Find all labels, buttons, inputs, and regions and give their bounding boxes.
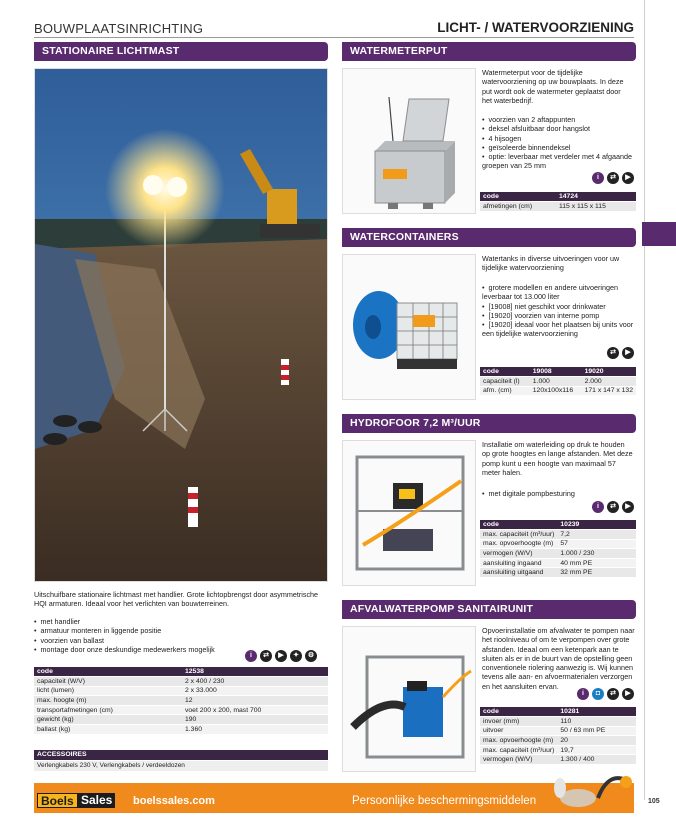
table-row — [480, 755, 636, 765]
list-item: • geïsoleerde binnendeksel — [482, 143, 636, 152]
watermeterput-icons — [592, 172, 634, 184]
table-cell: 120x100x116 — [530, 386, 582, 396]
transport-icon: ⇄ — [607, 172, 619, 184]
hydrofoor-description: Installatie om waterleiding op druk te houden op grote hoogtes en lange afstanden. Met deze pomp kunt u een hoogte van maximaal 57 meter halen. — [482, 440, 633, 477]
table-cell: licht (lumen) — [34, 686, 182, 696]
table-cell: vermogen (W/V) — [480, 755, 557, 765]
table-header-cell: 19020 — [582, 367, 636, 377]
table-cell: 171 x 147 x 132 — [582, 386, 636, 396]
list-item: • met digitale pompbesturing — [482, 489, 636, 498]
delivery-icon: ▶ — [622, 501, 634, 513]
watermeterput-title-bar: WATERMETERPUT — [342, 42, 636, 61]
table-row — [480, 558, 636, 568]
sales-logo: Sales — [78, 793, 115, 808]
table-cell: 1.000 — [530, 377, 582, 387]
table-cell: 40 mm PE — [557, 558, 636, 568]
list-item: • [19008] niet geschikt voor drinkwater — [482, 302, 636, 311]
hydrofoor-spec-table — [480, 520, 636, 578]
table-row — [34, 696, 328, 706]
list-item: • voorzien van ballast — [34, 636, 264, 645]
watercontainers-icons — [607, 347, 634, 359]
lichtmast-photo-illustration — [35, 69, 328, 582]
table-row — [480, 549, 636, 559]
table-cell: transportafmetingen (cm) — [34, 705, 182, 715]
table-row — [34, 686, 328, 696]
table-cell: uitvoer — [480, 726, 557, 736]
hydrofoor-illustration — [343, 441, 476, 586]
table-row — [480, 202, 636, 212]
table-cell: 50 / 63 mm PE — [557, 726, 636, 736]
delivery-icon: ▶ — [622, 172, 634, 184]
table-cell: aansluiting uitgaand — [480, 568, 557, 578]
table-cell: 57 — [557, 539, 636, 549]
table-cell: capaciteit (W/V) — [34, 677, 182, 687]
section-header-left: BOUWPLAATSINRICHTING — [34, 21, 204, 36]
list-item: • [19020] ideaal voor het plaatsen bij units voor een tijdelijke watervoorziening — [482, 320, 636, 339]
watermeterput-illustration — [343, 69, 476, 214]
table-cell: capaciteit (l) — [480, 377, 530, 387]
table-header-cell: code — [480, 192, 556, 202]
table-header-cell: code — [480, 707, 557, 717]
boels-logo: Boels — [37, 793, 78, 808]
protective-gear-icon — [548, 768, 632, 814]
afvalwaterpomp-icons — [577, 688, 634, 700]
table-cell: 19,7 — [557, 745, 636, 755]
table-cell: vermogen (W/V) — [480, 549, 557, 559]
table-cell: afm. (cm) — [480, 386, 530, 396]
section-header-right: LICHT- / WATERVOORZIENING — [437, 20, 634, 35]
watercontainers-illustration — [343, 255, 476, 400]
watercontainers-photo — [342, 254, 476, 400]
accessories-header: ACCESSOIRES — [34, 750, 328, 760]
transport-icon: ⇄ — [607, 501, 619, 513]
table-header-cell: 10239 — [557, 520, 636, 530]
footer-banner — [34, 783, 634, 813]
table-cell: 2 x 400 / 230 — [182, 677, 328, 687]
table-header-cell: code — [480, 367, 530, 377]
watercontainers-spec-table — [480, 367, 636, 396]
transport-icon: ⇄ — [607, 688, 619, 700]
watermeterput-bullets — [482, 115, 636, 171]
page-edge-rule — [644, 0, 645, 800]
table-header-cell: 12538 — [182, 667, 328, 677]
table-header-cell: 10281 — [557, 707, 636, 717]
table-cell: aansluiting ingaand — [480, 558, 557, 568]
delivery-icon: ▶ — [622, 688, 634, 700]
table-cell: 1.300 / 400 — [557, 755, 636, 765]
afvalwaterpomp-illustration — [343, 627, 476, 772]
table-cell: 7,2 — [557, 530, 636, 540]
hydrofoor-photo — [342, 440, 476, 586]
lichtmast-spec-table — [34, 667, 328, 735]
lichtmast-photo — [34, 68, 328, 582]
table-cell: 20 — [557, 736, 636, 746]
table-cell: 190 — [182, 715, 328, 725]
lichtmast-description: Uitschuifbare stationaire lichtmast met handlier. Grote lichtopbrengst door asymmetrische HQI armaturen. Ideaal voor het verlichten van bouwterreinen. — [34, 590, 319, 609]
info-icon: i — [577, 688, 589, 700]
table-cell: 2.000 — [582, 377, 636, 387]
transport-icon: ⇄ — [260, 650, 272, 662]
table-cell: voet 200 x 200, mast 700 — [182, 705, 328, 715]
table-cell: max. capaciteit (m³/uur) — [480, 530, 557, 540]
table-cell: ballast (kg) — [34, 725, 182, 735]
table-row — [34, 725, 328, 735]
list-item: • montage door onze deskundige medewerkers mogelijk — [34, 645, 264, 654]
lichtmast-title-bar: STATIONAIRE LICHTMAST — [34, 42, 328, 61]
table-header-cell: code — [480, 520, 557, 530]
footer-title: Persoonlijke beschermingsmiddelen — [352, 795, 537, 807]
table-cell: max. capaciteit (m³/uur) — [480, 745, 557, 755]
table-cell: 12 — [182, 696, 328, 706]
watermeterput-description: Watermeterput voor de tijdelijke watervoorziening op uw bouwplaats. In deze put wordt ook de watermeter geplaatst door het waterbedrijf. — [482, 68, 624, 105]
table-cell: 1.360 — [182, 725, 328, 735]
table-row — [34, 705, 328, 715]
table-row — [480, 717, 636, 727]
table-cell: afmetingen (cm) — [480, 202, 556, 212]
table-row — [480, 736, 636, 746]
info-icon: i — [592, 172, 604, 184]
table-row — [480, 745, 636, 755]
table-cell: 110 — [557, 717, 636, 727]
afvalwaterpomp-spec-table — [480, 707, 636, 765]
list-item: • [19020] voorzien van interne pomp — [482, 311, 636, 320]
accessories-text: Verlengkabels 230 V, Verlengkabels / verdeeldozen — [34, 761, 328, 771]
delivery-icon: ▶ — [275, 650, 287, 662]
table-header-cell: 19008 — [530, 367, 582, 377]
list-item: • optie: leverbaar met verdeler met 4 afgaande groepen van 25 mm — [482, 152, 636, 171]
table-row — [480, 386, 636, 396]
afvalwaterpomp-title-bar: AFVALWATERPOMP SANITAIRUNIT — [342, 600, 636, 619]
watermeterput-photo — [342, 68, 476, 214]
watercontainers-description: Watertanks in diverse uitvoeringen voor uw tijdelijke watervoorziening — [482, 254, 620, 273]
table-row — [34, 677, 328, 687]
delivery-icon: ▶ — [622, 347, 634, 359]
list-item: • deksel afsluitbaar door hangslot — [482, 124, 636, 133]
power-outlet-icon: ◘ — [592, 688, 604, 700]
list-item: • 4 hijsogen — [482, 134, 636, 143]
table-cell: 32 mm PE — [557, 568, 636, 578]
afvalwaterpomp-description: Opvoerinstallatie om afvalwater te pompen naar het riooIniveau of om te verpompen over grote afstanden. Ideaal om een ketenpark aan te sluiten als er in de buurt van de opstelling geen conventionele riolering aanwezig is. Wij kunnen tevens alle aan- en afvoermaterialen verzorgen en het aansluiten ervan. — [482, 626, 635, 691]
transport-icon: ⇄ — [607, 347, 619, 359]
list-item: • voorzien van 2 aftappunten — [482, 115, 636, 124]
table-cell: invoer (mm) — [480, 717, 557, 727]
chapter-tab — [642, 222, 676, 246]
lichtmast-bullets — [34, 617, 264, 654]
info-icon: i — [245, 650, 257, 662]
table-row — [480, 726, 636, 736]
watercontainers-title-bar: WATERCONTAINERS — [342, 228, 636, 247]
table-cell: max. hoogte (m) — [34, 696, 182, 706]
table-row — [480, 539, 636, 549]
table-cell: 115 x 115 x 115 — [556, 202, 636, 212]
table-header-cell: 14724 — [556, 192, 636, 202]
hydrofoor-icons — [592, 501, 634, 513]
table-row — [480, 530, 636, 540]
afvalwaterpomp-photo — [342, 626, 476, 772]
table-cell: 2 x 33.000 — [182, 686, 328, 696]
header-divider — [34, 37, 634, 38]
hydrofoor-title-bar: HYDROFOOR 7,2 M³/UUR — [342, 414, 636, 433]
table-cell: max. opvoerhoogte (m) — [480, 539, 557, 549]
list-item: • armatuur monteren in liggende positie — [34, 626, 264, 635]
hydrofoor-bullets — [482, 489, 636, 498]
table-cell: 1.000 / 230 — [557, 549, 636, 559]
mounting-icon: ⚙ — [305, 650, 317, 662]
page-number: 105 — [648, 798, 660, 805]
table-row — [34, 715, 328, 725]
table-header-cell: code — [34, 667, 182, 677]
info-icon: i — [592, 501, 604, 513]
table-row — [480, 568, 636, 578]
traffic-barrier — [188, 487, 198, 527]
service-icon: ✦ — [290, 650, 302, 662]
watermeterput-spec-table — [480, 192, 636, 212]
table-cell: max. opvoerhoogte (m) — [480, 736, 557, 746]
footer-url-link[interactable]: boelssales.com — [133, 795, 215, 807]
table-row — [480, 377, 636, 387]
list-item: • grotere modellen en andere uitvoeringen leverbaar tot 13.000 liter — [482, 283, 636, 302]
table-cell: gewicht (kg) — [34, 715, 182, 725]
watercontainers-bullets — [482, 283, 636, 339]
lichtmast-icons — [245, 650, 317, 662]
list-item: • met handlier — [34, 617, 264, 626]
